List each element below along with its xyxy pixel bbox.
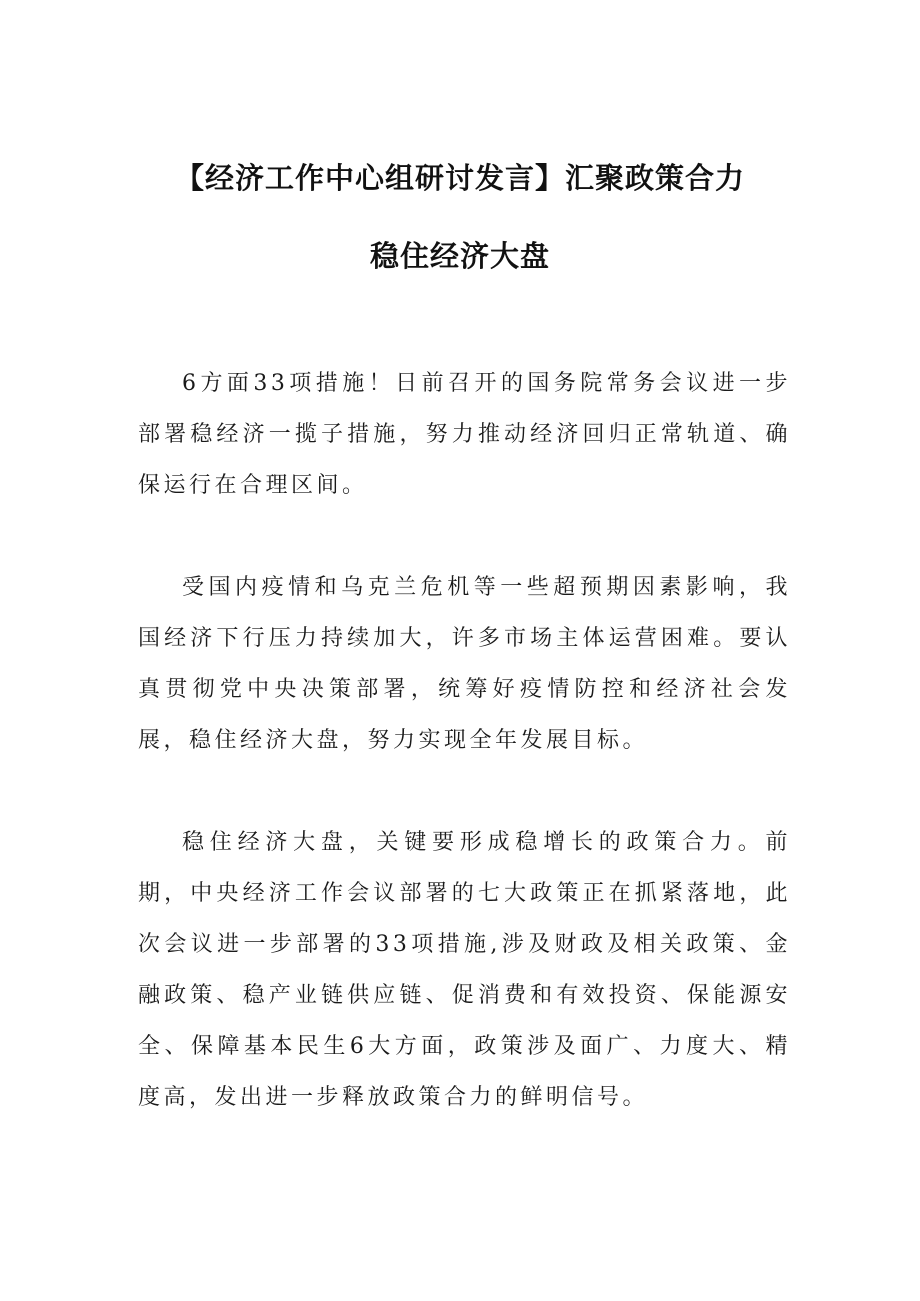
document-title-line-2: 稳住经济大盘 [369, 239, 550, 273]
paragraph-1: 6方面33项措施！日前召开的国务院常务会议进一步部署稳经济一揽子措施，努力推动经济回归正常轨道、确保运行在合理区间。 [138, 371, 791, 498]
paragraph-3: 稳住经济大盘，关键要形成稳增长的政策合力。前期，中央经济工作会议部署的七大政策正在抓紧落地，此次会议进一步部署的33项措施,涉及财政及相关政策、金融政策、稳产业链供应链、促消费和有效投资、保能源安全、保障基本民生6大方面，政策涉及面广、力度大、精度高，发出进一步释放政策合力的鲜明信号。 [138, 830, 791, 1110]
document-body [138, 358, 791, 1123]
document-title-line-1: 【经济工作中心组研讨发言】汇聚政策合力 [174, 161, 745, 195]
paragraph-2: 受国内疫情和乌克兰危机等一些超预期因素影响，我国经济下行压力持续加大，许多市场主体运营困难。要认真贯彻党中央决策部署，统筹好疫情防控和经济社会发展，稳住经济大盘，努力实现全年发展目标。 [138, 575, 791, 753]
